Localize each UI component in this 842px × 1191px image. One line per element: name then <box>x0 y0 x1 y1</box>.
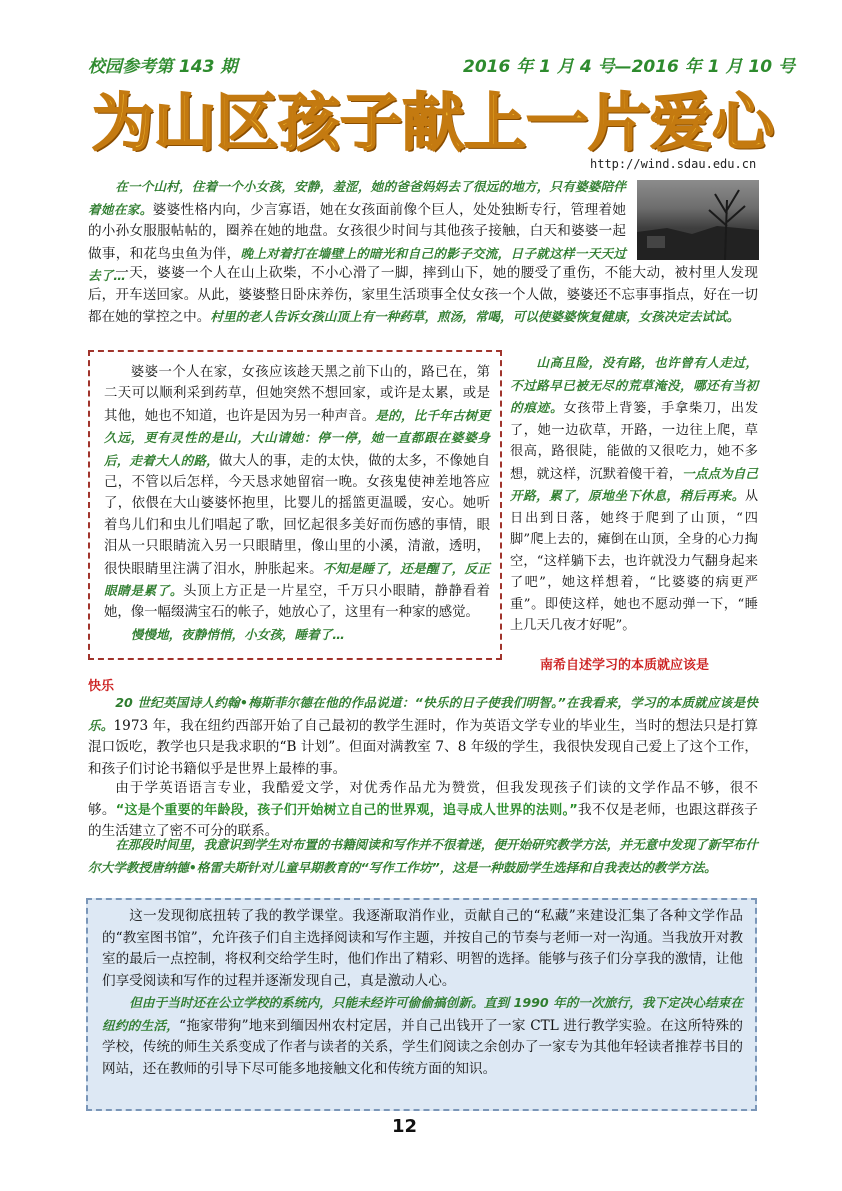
story-box <box>88 350 502 660</box>
side-text-1: 女孩带上背篓，手拿柴刀，出发了，她一边砍草，开路，一边往上爬，草很高，路很陡，能做的又很吃力，她不多想，就这样，沉默着傻干着， <box>510 401 759 482</box>
intro-green-2: 晚上对着打在墙壁上的暗光和自己的影子交流，日子就这样一天天过去了… <box>88 245 627 283</box>
literature-quote: “这是个重要的年龄段，孩子们开始树立自己的世界观，追寻成人世界的法则。” <box>115 802 578 818</box>
side-green-2: 一点点为自己开路，累了，原地坐下休息，稍后再来。 <box>510 465 759 503</box>
section-title-line1: 南希自述学习的本质就应该是 <box>540 658 710 673</box>
literature-text-1: 由于学英语语言专业，我酷爱文学，对优秀作品尤为赞赏，但我发现孩子们读的文学作品不够，很不够。 <box>88 780 758 818</box>
tree-silhouette-icon <box>637 180 759 260</box>
accident-green: 村里的老人告诉女孩山顶上有一种药草，煎汤，常喝，可以使婆婆恢复健康，女孩决定去试试。 <box>210 309 740 324</box>
literature-text-2: 我不仅是老师，也跟这群孩子的生活建立了密不可分的联系。 <box>88 801 759 839</box>
title-char: 献 <box>402 86 465 159</box>
accident-text: 一天，婆婆一个人在山上砍柴，不小心滑了一脚，摔到山下，她的腰受了重伤，不能大动，被村里人发现后，开车送回家。从此，婆婆整日卧床养伤，家里生活琐事全仗女孩一个人做，婆婆还不忘事事指点，好在一切都在她的掌控之中。 <box>88 265 758 325</box>
intro-text: 婆婆性格内向，少言寡语，她在女孩面前像个巨人，处处独断专行，管理着她的小孙女服服帖帖的，圈养在她的地盘。女孩很少时间与其他孩子接触，白天和婆婆一起做事，和花鸟虫鱼为伴， <box>88 201 627 262</box>
box-text-3: 头顶上方正是一片星空，千万只小眼睛，静静看着她，像一幅缀满宝石的帐子，她放心了，这里有一种家的感觉。 <box>104 584 491 621</box>
method-green: 在那段时间里，我意识到学生对布置的书籍阅读和写作并不很着迷，便开始研究教学方法，并无意中发现了新罕布什尔大学教授唐纳德•格雷夫斯针对儿童早期教育的“写作工作坊”，这是一种鼓励学生选择和自我表达的教学方法。 <box>88 837 758 875</box>
classroom-green: 但由于当时还在公立学校的系统内，只能未经许可偷偷搞创新。直到 1990 年的一次旅行，我下定决心结束在纽约的生活， <box>102 995 743 1033</box>
box-text-2: 做大人的事，走的太快，做的太多，不像她自己，不管以后怎样，今天恳求她留宿一晚。女孩鬼使神差地答应了，依偎在大山婆婆怀抱里，比婴儿的摇篮更温暖，安心。她听着鸟儿们和虫儿们唱起了歌，回忆起很多美好而伤感的事情，眼泪从一只眼睛流入另一只眼睛里，像山里的小溪，清澈，透明，很快眼睛里注满了泪水，肿胀起来。 <box>104 453 491 577</box>
title-char: 心 <box>712 86 775 159</box>
village-photo <box>637 180 759 260</box>
classroom-text-2: “拖家带狗”地来到缅因州农村定居，并自己出钱开了一家 CTL 进行教学实验。在这所特殊的学校，传统的师生关系变成了作者与读者的关系，学生们阅读之余创办了一家专为其他年轻读者推荐书目的网站，还在教师的引导下尽可能多地接触文化和传统方面的知识。 <box>102 1017 743 1077</box>
title-char: 上 <box>464 86 527 159</box>
side-column <box>510 352 758 637</box>
classroom-text-1: 这一发现彻底扭转了我的教学课堂。我逐渐取消作业，贡献自己的“私藏”来建设汇集了各种文学作品的“教室图书馆”，允许孩子们自主选择阅读和写作主题，并按自己的节奏与老师一对一沟通。当我放开对教室的最后一点控制，将权利交给学生时，他们作出了精彩、明智的选择。能够与孩子们分享我的激情，让他们享受阅读和写作的过程并逐渐发现自己，真是激动人心。 <box>102 908 743 989</box>
paragraph-happiness <box>88 692 758 780</box>
title-char: 为 <box>92 86 155 159</box>
side-green-1: 山高且险，没有路，也许曾有人走过，不过路早已被无尽的荒草淹没，哪还有当初的痕迹。 <box>510 355 758 415</box>
paragraph-accident <box>88 263 758 329</box>
source-url[interactable]: http://wind.sdau.edu.cn <box>590 157 757 171</box>
side-text-2: 从日出到日落，她终于爬到了山顶，“四脚”爬上去的，瘫倒在山顶，全身的心力掏空，“这样躺下去，也许就没力气翻身起来了吧”，她这样想着，“比婆婆的病更严重”。即使这样，她也不愿动弹一下，“睡上几天几夜才好呢”。 <box>510 489 758 633</box>
happiness-text: 1973 年，我在纽约西部开始了自己最初的教学生涯时，作为英语文学专业的毕业生，当时的想法只是打算混口饭吃，教学也只是我求职的“B 计划”。但面对满教室 7、8 年级的学生，我很快发现自己爱上了这个工作，和孩子们讨论书籍似乎是世界上最棒的事。 <box>88 717 758 777</box>
date-range: 2016 年 1 月 4 号—2016 年 1 月 10 号 <box>463 57 795 77</box>
title-char: 片 <box>588 86 651 159</box>
title-char: 孩 <box>278 86 341 159</box>
box-text-1: 婆婆一个人在家，女孩应该趁天黑之前下山的，路已在，第二天可以顺利采到药草，但她突然不想回家，或许是太累，或是其他，她也不知道，也许是因为另一种声音。 <box>104 365 490 424</box>
box-green-2: 不知是睡了，还是醒了，反正眼睛是累了。 <box>104 560 491 599</box>
paragraph-literature <box>88 778 758 843</box>
paragraph-method <box>88 834 758 879</box>
page-number: 12 <box>392 1116 418 1137</box>
box-green-1: 是的，比千年古树更久远，更有灵性的是山，大山请她：停一停，她一直都跟在婆婆身后，走着大人的路， <box>104 407 491 468</box>
title-char: 山 <box>154 86 217 159</box>
issue-label: 校园参考第 143 期 <box>88 57 238 77</box>
title-char: 一 <box>526 86 589 159</box>
intro-green-1: 在一个山村，住着一个小女孩，安静，羞涩，她的爸爸妈妈去了很远的地方，只有婆婆陪伴着她在家。 <box>88 179 626 217</box>
happiness-green: 20 世纪英国诗人约翰•梅斯菲尔德在他的作品说道：“快乐的日子使我们明智。”在我看来，学习的本质就应该是快乐。 <box>88 695 758 733</box>
title-char: 子 <box>340 86 403 159</box>
page-title <box>92 86 775 159</box>
box-green-3: 慢慢地，夜静悄悄，小女孩，睡着了… <box>130 626 345 642</box>
title-char: 爱 <box>650 86 713 159</box>
title-char: 区 <box>216 86 279 159</box>
section-title-line2: 快乐 <box>88 679 115 694</box>
classroom-box <box>86 898 757 1111</box>
